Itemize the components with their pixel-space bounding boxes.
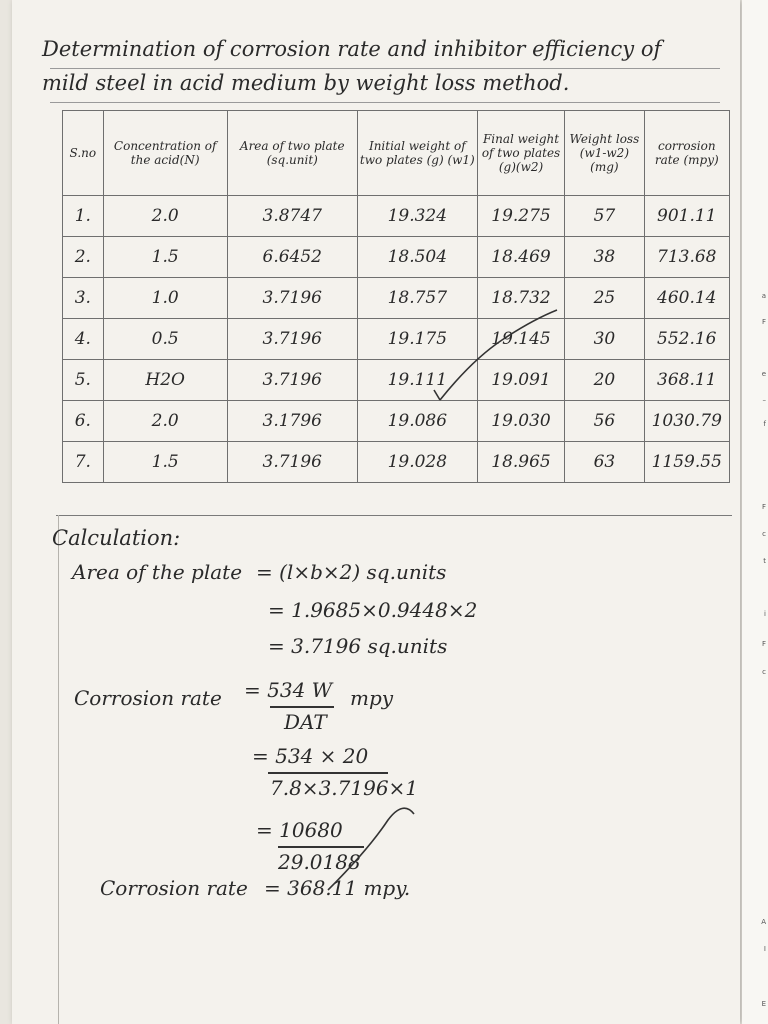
cell-sno: 4. [63, 319, 104, 360]
margin-line [58, 515, 59, 1024]
cell-concentration: 1.5 [103, 237, 227, 278]
table-row [63, 319, 730, 360]
cell-final-weight: 19.275 [477, 196, 564, 237]
division-numerator: = 10680 [256, 818, 343, 842]
fraction-bar [268, 772, 388, 774]
table-row [63, 442, 730, 483]
cell-corrosion-rate: 901.11 [644, 196, 729, 237]
area-step-2: = 1.9685×0.9448×2 [268, 598, 478, 622]
table-row [63, 237, 730, 278]
col-header-corrosion-rate: corrosion rate (mpy) [644, 111, 729, 196]
cell-sno: 6. [63, 401, 104, 442]
edge-char: c [762, 668, 766, 676]
title-line-1: Determination of corrosion rate and inhibitor efficiency of [42, 37, 662, 61]
cell-initial-weight: 18.504 [357, 237, 477, 278]
cell-sno: 5. [63, 360, 104, 401]
cell-weight-loss: 38 [565, 237, 644, 278]
edge-char: a [761, 292, 766, 300]
notebook-page [12, 0, 740, 1024]
cell-weight-loss: 20 [565, 360, 644, 401]
edge-char: F [761, 503, 766, 511]
cell-corrosion-rate: 552.16 [644, 319, 729, 360]
area-formula: = (l×b×2) sq.units [256, 560, 447, 584]
cell-area: 3.7196 [227, 319, 357, 360]
edge-char: F [761, 318, 766, 326]
table-row [63, 360, 730, 401]
cell-initial-weight: 18.757 [357, 278, 477, 319]
cell-corrosion-rate: 460.14 [644, 278, 729, 319]
edge-char: I [763, 945, 766, 953]
page-title [42, 32, 722, 100]
table-row [63, 196, 730, 237]
substitution-denominator: 7.8×3.7196×1 [270, 776, 419, 800]
cell-area: 3.1796 [227, 401, 357, 442]
cell-sno: 1. [63, 196, 104, 237]
check-mark-icon [432, 300, 572, 410]
rate-unit: mpy [350, 686, 394, 710]
edge-char: i [764, 610, 766, 618]
cell-weight-loss: 25 [565, 278, 644, 319]
results-table [62, 110, 730, 483]
calculation-heading: Calculation: [52, 526, 181, 550]
cell-area: 3.7196 [227, 360, 357, 401]
edge-char: A [761, 918, 766, 926]
cell-final-weight: 19.145 [477, 319, 564, 360]
edge-char: t [763, 557, 766, 565]
rate-numerator: = 534 W [244, 678, 333, 702]
substitution-numerator: = 534 × 20 [252, 744, 369, 768]
cell-area: 6.6452 [227, 237, 357, 278]
cell-concentration: 2.0 [103, 401, 227, 442]
cell-area: 3.7196 [227, 278, 357, 319]
edge-char: c [762, 530, 766, 538]
result-value: = 368.11 mpy. [264, 876, 411, 900]
title-line-2: mild steel in acid medium by weight loss method. [42, 71, 570, 95]
table-row [63, 401, 730, 442]
cell-corrosion-rate: 1030.79 [644, 401, 729, 442]
cell-corrosion-rate: 1159.55 [644, 442, 729, 483]
cell-concentration: 1.5 [103, 442, 227, 483]
cell-weight-loss: 63 [565, 442, 644, 483]
cell-final-weight: 19.030 [477, 401, 564, 442]
cell-concentration: 2.0 [103, 196, 227, 237]
cell-weight-loss: 57 [565, 196, 644, 237]
cell-initial-weight: 19.111 [357, 360, 477, 401]
cell-weight-loss: 56 [565, 401, 644, 442]
division-denominator: 29.0188 [278, 850, 361, 874]
cell-final-weight: 18.469 [477, 237, 564, 278]
cell-corrosion-rate: 713.68 [644, 237, 729, 278]
area-result: = 3.7196 sq.units [268, 634, 448, 658]
cell-weight-loss: 30 [565, 319, 644, 360]
area-label: Area of the plate [72, 560, 243, 584]
edge-char: F [761, 640, 766, 648]
cell-sno: 2. [63, 237, 104, 278]
col-header-initial-weight: Initial weight of two plates (g) (w1) [357, 111, 477, 196]
table-row [63, 278, 730, 319]
rate-label: Corrosion rate [74, 686, 222, 710]
edge-char: – [762, 396, 766, 404]
ruled-line [50, 68, 720, 69]
col-header-area: Area of two plate (sq.unit) [227, 111, 357, 196]
cell-concentration: 0.5 [103, 319, 227, 360]
result-label: Corrosion rate [100, 876, 248, 900]
rate-denominator: DAT [284, 710, 327, 734]
edge-char: e [761, 370, 766, 378]
table-header-row [63, 111, 730, 196]
col-header-concentration: Concentration of the acid(N) [103, 111, 227, 196]
cell-area: 3.8747 [227, 196, 357, 237]
adjacent-page-edge [742, 0, 768, 1024]
cell-sno: 3. [63, 278, 104, 319]
section-divider [56, 515, 732, 516]
cell-initial-weight: 19.086 [357, 401, 477, 442]
cell-sno: 7. [63, 442, 104, 483]
col-header-sno: S.no [63, 111, 104, 196]
edge-char: f [763, 420, 766, 428]
cell-final-weight: 19.091 [477, 360, 564, 401]
fraction-bar [270, 706, 334, 708]
cell-final-weight: 18.732 [477, 278, 564, 319]
edge-char: E [761, 1000, 766, 1008]
cell-concentration: H2O [103, 360, 227, 401]
ruled-line [50, 102, 720, 103]
cell-initial-weight: 19.324 [357, 196, 477, 237]
cell-area: 3.7196 [227, 442, 357, 483]
cell-final-weight: 18.965 [477, 442, 564, 483]
cell-concentration: 1.0 [103, 278, 227, 319]
cell-initial-weight: 19.028 [357, 442, 477, 483]
col-header-final-weight: Final weight of two plates (g)(w2) [477, 111, 564, 196]
cell-initial-weight: 19.175 [357, 319, 477, 360]
cell-corrosion-rate: 368.11 [644, 360, 729, 401]
col-header-weight-loss: Weight loss (w1-w2) (mg) [565, 111, 644, 196]
